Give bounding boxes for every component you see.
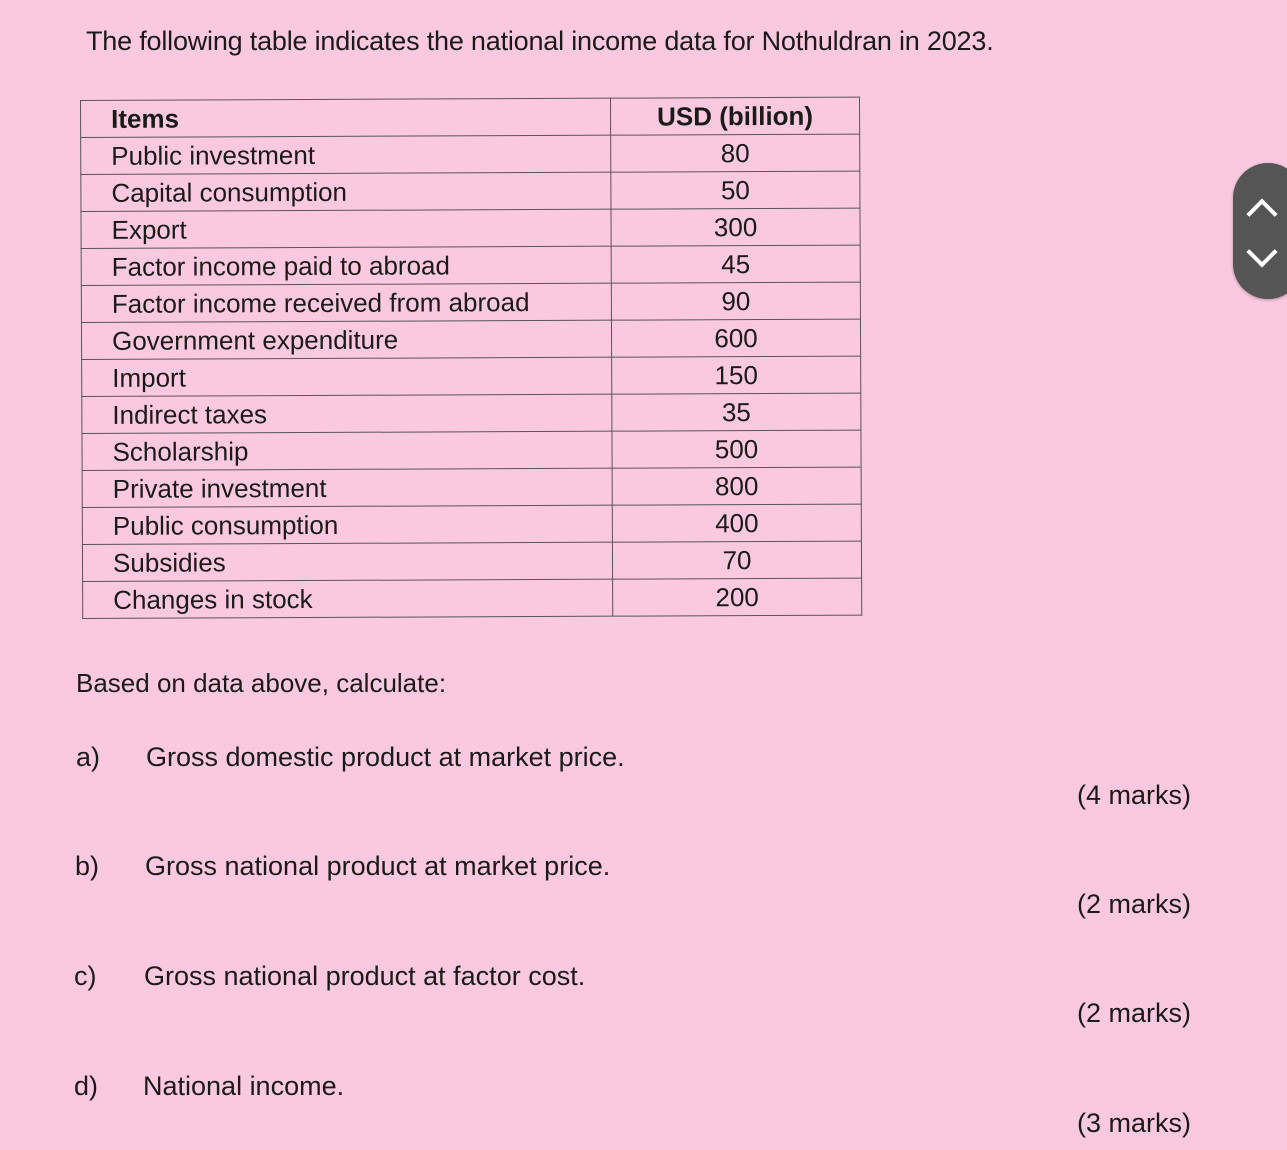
question-d-label: d) bbox=[74, 1071, 99, 1101]
table-row bbox=[81, 208, 860, 248]
items-column-header: Items bbox=[81, 98, 611, 137]
national-income-table bbox=[80, 97, 862, 619]
intro-text: The following table indicates the national income data for Nothuldran in 2023. bbox=[86, 26, 994, 56]
item-cell: Import bbox=[82, 357, 612, 396]
item-cell: Public investment bbox=[81, 135, 611, 174]
question-d-text: National income. bbox=[143, 1071, 345, 1101]
value-cell: 35 bbox=[612, 393, 861, 431]
value-cell: 200 bbox=[613, 578, 862, 616]
item-cell: Public consumption bbox=[82, 505, 612, 544]
value-cell: 500 bbox=[612, 430, 861, 468]
value-cell: 45 bbox=[611, 245, 860, 283]
table-row bbox=[81, 319, 860, 359]
item-cell: Factor income paid to abroad bbox=[81, 246, 611, 285]
value-cell: 800 bbox=[612, 467, 861, 505]
table-row bbox=[82, 504, 861, 544]
table-row bbox=[82, 430, 861, 470]
table-row bbox=[81, 282, 860, 322]
question-a-text: Gross domestic product at market price. bbox=[146, 742, 625, 772]
item-cell: Subsidies bbox=[82, 542, 612, 581]
question-c-marks: (2 marks) bbox=[1077, 998, 1191, 1028]
item-cell: Export bbox=[81, 209, 611, 248]
page-navigator bbox=[1233, 163, 1287, 299]
item-cell: Capital consumption bbox=[81, 172, 611, 211]
usd-column-header: USD (billion) bbox=[610, 97, 859, 135]
table-row bbox=[82, 467, 861, 507]
item-cell: Government expenditure bbox=[81, 320, 611, 359]
item-cell: Scholarship bbox=[82, 431, 612, 470]
question-b-marks: (2 marks) bbox=[1077, 889, 1191, 919]
table-row bbox=[81, 171, 860, 211]
chevron-down-icon[interactable] bbox=[1246, 236, 1277, 267]
value-cell: 70 bbox=[612, 541, 861, 579]
table-header-row bbox=[81, 97, 860, 137]
value-cell: 150 bbox=[612, 356, 861, 394]
table-row bbox=[81, 134, 860, 174]
question-a-marks: (4 marks) bbox=[1077, 780, 1191, 810]
table-row bbox=[82, 356, 861, 396]
table-row bbox=[81, 245, 860, 285]
question-a-label: a) bbox=[76, 742, 101, 772]
question-c-text: Gross national product at factor cost. bbox=[144, 961, 586, 991]
question-b-label: b) bbox=[75, 851, 100, 881]
value-cell: 600 bbox=[611, 319, 860, 357]
question-d-marks: (3 marks) bbox=[1077, 1108, 1191, 1138]
item-cell: Indirect taxes bbox=[82, 394, 612, 433]
item-cell: Private investment bbox=[82, 468, 612, 507]
value-cell: 80 bbox=[611, 134, 860, 172]
item-cell: Changes in stock bbox=[83, 579, 613, 618]
table-row bbox=[82, 541, 861, 581]
value-cell: 300 bbox=[611, 208, 860, 246]
table-row bbox=[83, 578, 862, 618]
value-cell: 90 bbox=[611, 282, 860, 320]
table-row bbox=[82, 393, 861, 433]
value-cell: 400 bbox=[612, 504, 861, 542]
instruction-text: Based on data above, calculate: bbox=[76, 668, 447, 698]
chevron-up-icon[interactable] bbox=[1246, 198, 1277, 229]
value-cell: 50 bbox=[611, 171, 860, 209]
item-cell: Factor income received from abroad bbox=[81, 283, 611, 322]
question-c-label: c) bbox=[74, 961, 97, 991]
question-b-text: Gross national product at market price. bbox=[145, 851, 611, 881]
